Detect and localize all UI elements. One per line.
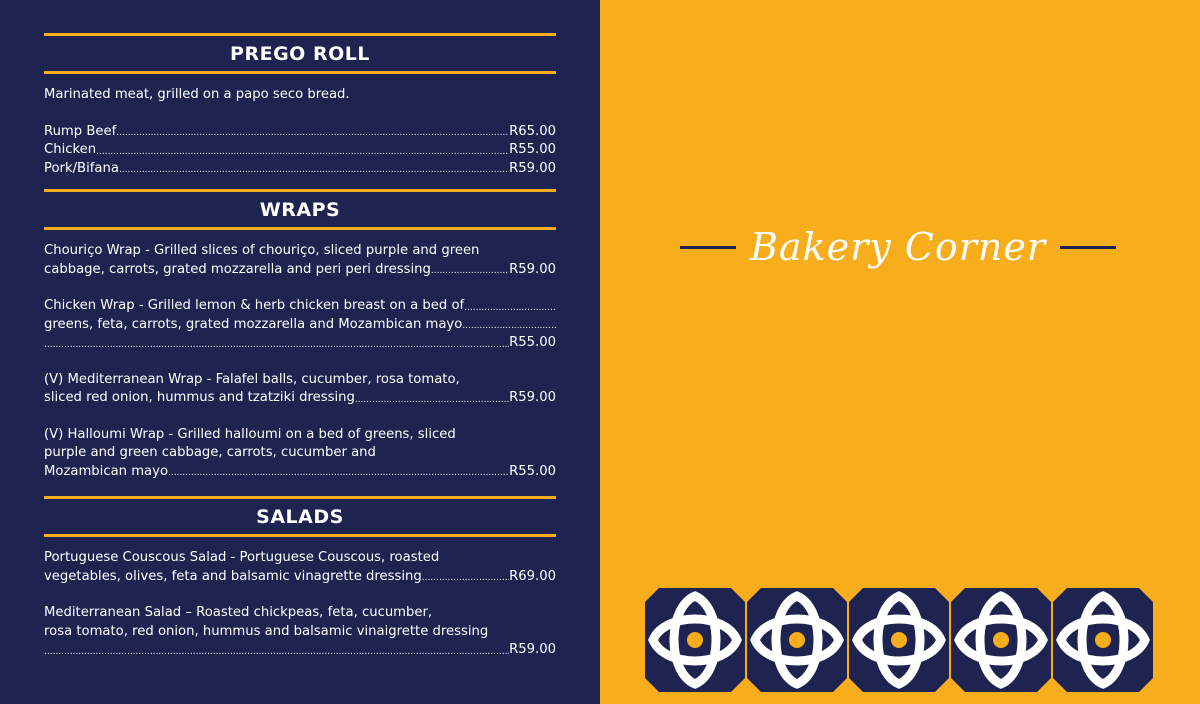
- dot-leader: [431, 263, 509, 279]
- item-desc-line: Portuguese Couscous Salad - Portuguese Couscous, roasted: [44, 550, 440, 565]
- item-desc-line: rosa tomato, red onion, hummus and balsamic vinaigrette dressing: [44, 623, 489, 639]
- salads-section: [44, 496, 556, 660]
- item-price: R59.00: [509, 390, 556, 405]
- item-desc-line: (V) Mediterranean Wrap - Falafel balls, cucumber, rosa tomato,: [44, 371, 460, 387]
- wrap-item: [44, 426, 556, 482]
- item-price: R55.00: [509, 463, 556, 479]
- item-desc-line: sliced red onion, hummus and tzatziki dressing: [44, 390, 355, 405]
- item-desc-line: Mozambican mayo: [44, 463, 169, 479]
- menu-item: [44, 141, 556, 160]
- item-price: R65.00: [509, 123, 556, 139]
- divider: [680, 246, 736, 249]
- dot-leader: [355, 392, 509, 408]
- right-panel: [600, 0, 1200, 704]
- item-price: R55.00: [509, 335, 556, 350]
- azulejo-tile-strip: [645, 588, 1159, 692]
- dot-leader: [116, 125, 509, 141]
- dot-leader: [119, 162, 509, 178]
- azulejo-tile-icon: [645, 588, 745, 692]
- menu-item: [44, 123, 556, 142]
- salad-item: [44, 549, 556, 586]
- item-price: R59.00: [509, 261, 556, 277]
- bakery-heading: [680, 208, 1116, 286]
- item-desc-line: Chicken Wrap - Grilled lemon & herb chicken breast on a bed of: [44, 298, 465, 313]
- wrap-item: [44, 371, 556, 408]
- item-name: Pork/Bifana: [44, 160, 119, 176]
- section-title-wraps: WRAPS: [259, 199, 341, 221]
- section-title-bakery: Bakery Corner: [749, 225, 1047, 269]
- wraps-section: [44, 189, 556, 481]
- section-title-prego: PREGO ROLL: [230, 43, 370, 65]
- item-desc-line: Chouriço Wrap - Grilled slices of chouriço, sliced purple and green: [44, 243, 480, 258]
- dot-leader: [44, 337, 509, 353]
- prego-section: [44, 33, 556, 178]
- item-price: R55.00: [509, 142, 556, 157]
- section-title-salads: SALADS: [256, 506, 344, 528]
- item-price: R59.00: [509, 160, 556, 176]
- dot-leader: [422, 570, 509, 586]
- wrap-item: [44, 242, 556, 279]
- item-price: R59.00: [509, 642, 556, 657]
- dot-leader: [464, 300, 556, 316]
- dot-leader: [168, 465, 509, 481]
- dot-leader: [96, 144, 509, 160]
- salad-item: [44, 604, 556, 660]
- item-desc-line: vegetables, olives, feta and balsamic vinagrette dressing: [44, 568, 422, 584]
- azulejo-tile-icon: [951, 588, 1051, 692]
- prego-description: Marinated meat, grilled on a papo seco bread.: [44, 87, 350, 102]
- azulejo-tile-icon: [747, 588, 847, 692]
- divider: [1060, 246, 1116, 249]
- menu-item: [44, 160, 556, 179]
- dot-leader: [462, 318, 556, 334]
- item-desc-line: greens, feta, carrots, grated mozzarella and Mozambican mayo: [44, 316, 463, 332]
- item-price: R69.00: [509, 568, 556, 584]
- azulejo-tile-icon: [1053, 588, 1153, 692]
- item-desc-line: cabbage, carrots, grated mozzarella and peri peri dressing: [44, 261, 431, 277]
- item-name: Rump Beef: [44, 123, 117, 139]
- wrap-item: [44, 297, 556, 353]
- item-desc-line: (V) Halloumi Wrap - Grilled halloumi on a bed of greens, sliced: [44, 426, 456, 442]
- item-desc-line: Mediterranean Salad – Roasted chickpeas, feta, cucumber,: [44, 605, 433, 620]
- azulejo-tile-icon: [849, 588, 949, 692]
- dot-leader: [44, 644, 509, 660]
- item-desc-line: purple and green cabbage, carrots, cucumber and: [44, 445, 376, 460]
- item-name: Chicken: [44, 142, 97, 157]
